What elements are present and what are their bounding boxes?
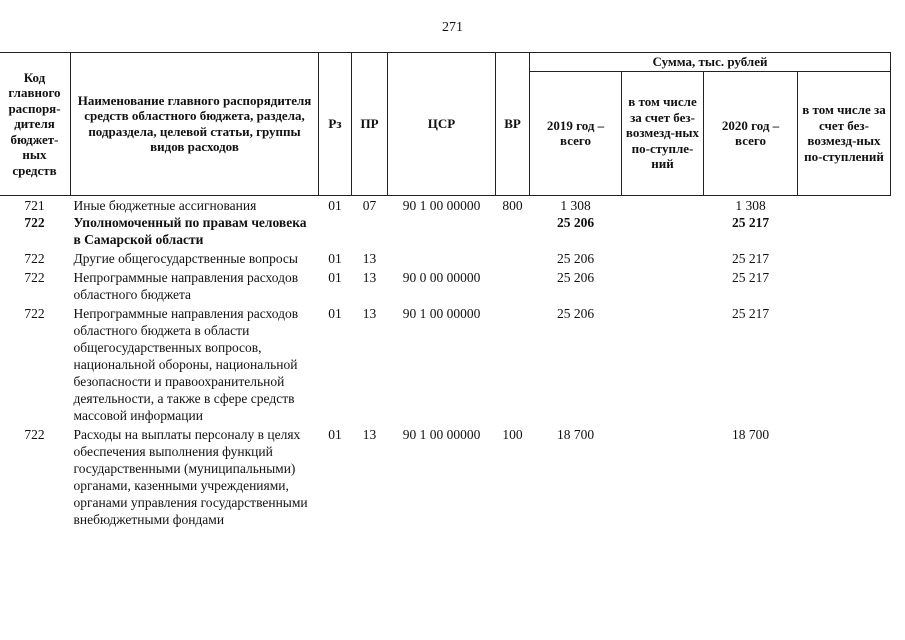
row-2020-free: [798, 267, 891, 303]
row-2020-total: 25 217: [731, 250, 770, 266]
row-pr: 07: [362, 197, 377, 213]
row-rz: [319, 214, 352, 248]
header-sum-group: Сумма, тыс. рублей: [530, 53, 891, 72]
row-code: 722: [24, 426, 45, 442]
row-2020-free: [798, 248, 891, 267]
row-name: Непрограммные направления расходов областного бюджета: [73, 269, 299, 302]
row-2019-free: [622, 248, 704, 267]
table-row: [0, 267, 891, 303]
header-vr: ВР: [496, 53, 530, 196]
row-rz: 01: [328, 197, 342, 213]
row-2019-free: [622, 424, 704, 528]
row-rz: 01: [328, 426, 342, 442]
header-csr: ЦСР: [388, 53, 496, 196]
header-2020-total: 2020 год – всего: [704, 71, 798, 195]
row-2020-free: [798, 195, 891, 214]
row-2019-free: [622, 267, 704, 303]
row-rz: 01: [328, 250, 342, 266]
header-2019-total: 2019 год – всего: [530, 71, 622, 195]
row-2020-total: 25 217: [731, 214, 770, 230]
row-vr: 800: [502, 197, 523, 213]
row-2019-total: 25 206: [556, 214, 595, 230]
row-2019-free: [622, 214, 704, 248]
row-csr: [388, 214, 496, 248]
row-vr: [496, 303, 530, 424]
row-pr: [352, 214, 388, 248]
header-name: Наименование главного распорядителя средств областного бюджета, раздела, подраздела, целевой статьи, группы видов расходов: [71, 53, 319, 196]
row-pr: 13: [362, 269, 377, 285]
row-csr: 90 0 00 00000: [402, 269, 481, 285]
row-name: Иные бюджетные ассигнования: [73, 197, 257, 213]
row-2020-total: 25 217: [731, 305, 770, 321]
row-vr: 100: [502, 426, 523, 442]
header-pr: ПР: [352, 53, 388, 196]
row-code: 722: [24, 250, 45, 266]
row-csr: 90 1 00 00000: [402, 426, 481, 442]
row-code: 722: [24, 214, 45, 230]
header-code: Код главного распоря-дителя бюджет-ных средств: [0, 53, 71, 196]
table-row: [0, 248, 891, 267]
table-row: [0, 195, 891, 214]
table-header: [0, 53, 891, 196]
row-vr: [496, 267, 530, 303]
row-2019-total: 25 206: [556, 250, 595, 266]
row-csr: [388, 248, 496, 267]
row-csr: 90 1 00 00000: [402, 197, 481, 213]
row-name: Другие общегосударственные вопросы: [73, 250, 298, 266]
table-row: [0, 424, 891, 528]
row-2020-free: [798, 303, 891, 424]
table-row: [0, 214, 891, 248]
row-2020-free: [798, 424, 891, 528]
table-body: [0, 195, 891, 528]
row-vr: [496, 248, 530, 267]
header-rz: Рз: [319, 53, 352, 196]
row-2019-free: [622, 303, 704, 424]
row-csr: 90 1 00 00000: [402, 305, 481, 321]
row-2020-total: 25 217: [731, 269, 770, 285]
row-2019-total: 1 308: [560, 197, 591, 213]
header-2019-free: в том числе за счет без-возмезд-ных по-ступле-ний: [622, 71, 704, 195]
row-2019-free: [622, 195, 704, 214]
row-pr: 13: [362, 305, 377, 321]
page-number: 271: [442, 20, 463, 35]
row-code: 722: [24, 269, 45, 285]
row-name: Непрограммные направления расходов областного бюджета в области общегосударственных вопросов, национальной обороны, национальной безопасности и правоохранительной деятельности, а также в сфере средств массовой информации: [73, 305, 299, 423]
row-2020-total: 18 700: [731, 426, 770, 442]
row-2020-total: 1 308: [735, 197, 766, 213]
row-rz: 01: [328, 305, 342, 321]
row-2019-total: 25 206: [556, 305, 595, 321]
header-2020-free: в том числе за счет без-возмезд-ных по-ступлений: [798, 71, 891, 195]
table-row: [0, 303, 891, 424]
budget-table: [0, 52, 891, 528]
row-vr: [496, 214, 530, 248]
row-2020-free: [798, 214, 891, 248]
row-pr: 13: [362, 250, 377, 266]
row-2019-total: 25 206: [556, 269, 595, 285]
row-rz: 01: [328, 269, 342, 285]
row-name: Расходы на выплаты персоналу в целях обеспечения выполнения функций государственными (муниципальными) органами, казенными учреждениями, органами управления государственными внебюджетными фондами: [73, 426, 308, 527]
row-code: 721: [24, 197, 45, 213]
row-code: 722: [24, 305, 45, 321]
row-2019-total: 18 700: [556, 426, 595, 442]
row-pr: 13: [362, 426, 377, 442]
row-name: Уполномоченный по правам человека в Самарской области: [73, 214, 307, 247]
